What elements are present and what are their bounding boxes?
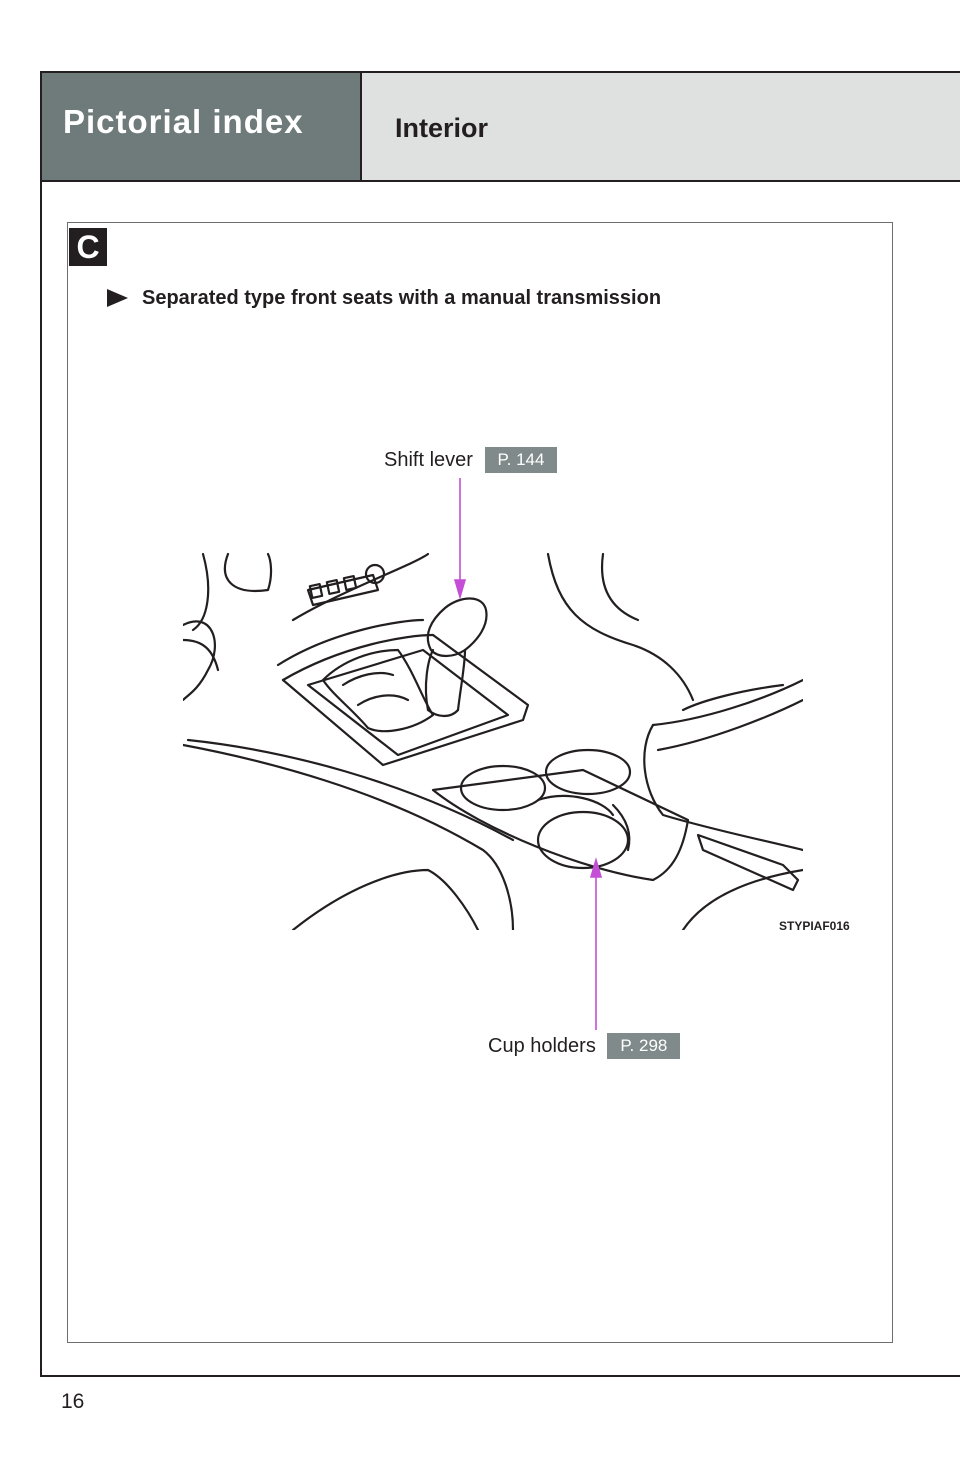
subtitle-text: Separated type front seats with a manual transmission [142,287,662,309]
callout-label: Shift lever [384,449,473,471]
callout-label: Cup holders [488,1035,596,1057]
section-title: Pictorial index [63,103,304,140]
triangle-bullet-icon [107,289,128,307]
callout-shift-lever [384,447,557,473]
page-header [362,73,960,181]
section-subtitle [107,287,661,310]
center-console-illustration [183,550,803,930]
page-reference-link[interactable]: P. 144 [485,447,558,473]
callout-cup-holders [488,1033,680,1059]
page-title: Interior [395,113,489,143]
page-number: 16 [61,1390,85,1413]
section-badge: C [69,228,107,266]
illustration-code: STYPIAF016 [779,919,850,933]
page-reference-link[interactable]: P. 298 [607,1033,680,1059]
section-header [42,73,362,181]
header-divider [42,180,960,182]
